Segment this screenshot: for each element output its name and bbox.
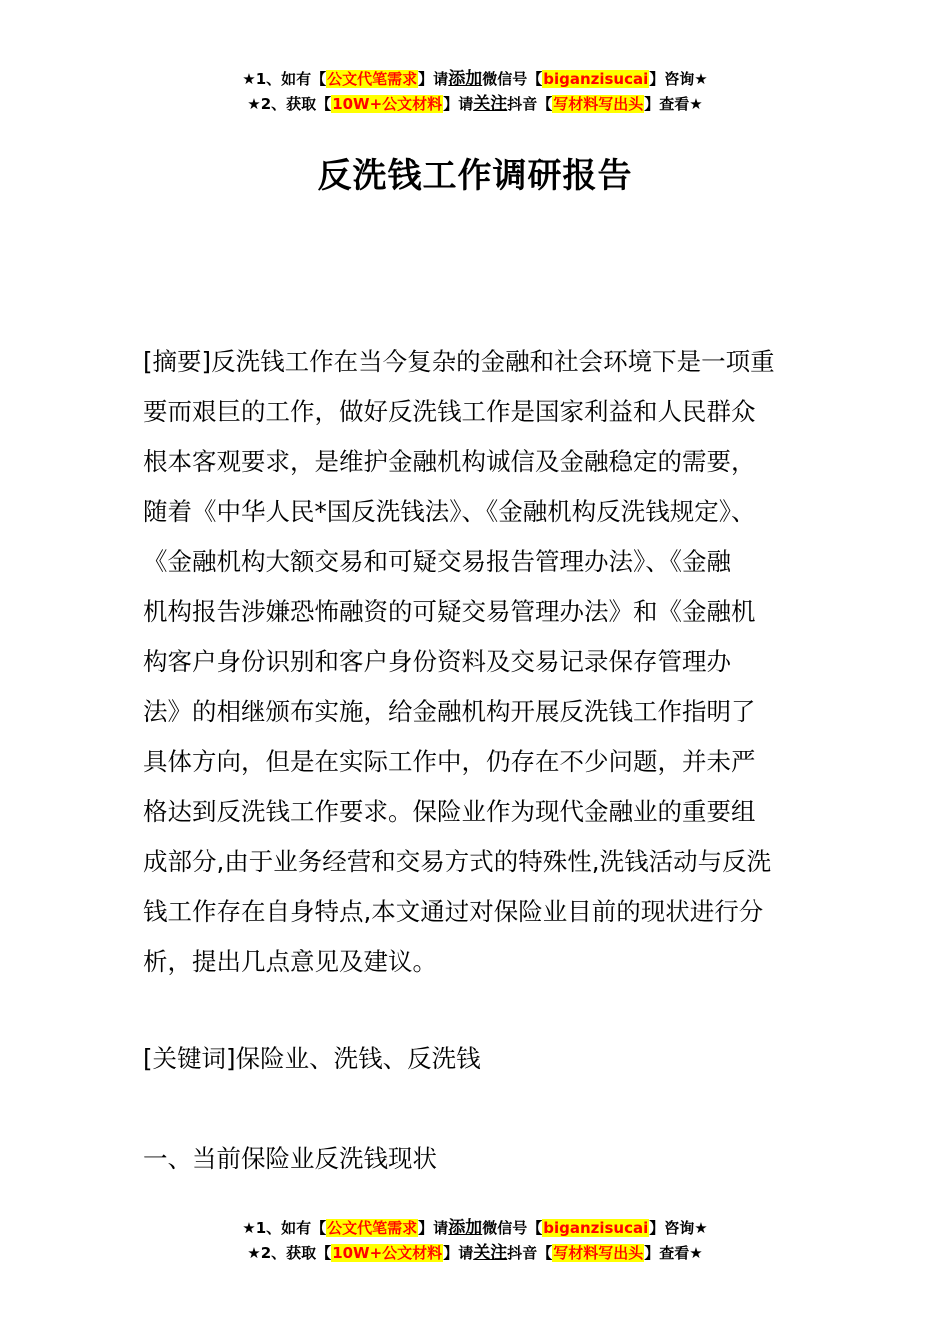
ad-underline-add: 添加 <box>448 69 483 89</box>
abstract-line: 机构报告涉嫌恐怖融资的可疑交易管理办法》和《金融机 <box>143 597 756 626</box>
ad-text: 】咨询★ <box>649 1219 708 1237</box>
ad-highlight-materials: 10W+公文材料 <box>332 95 443 113</box>
ad-text: 抖音【 <box>507 1244 553 1262</box>
ad-line-2 <box>0 1241 950 1266</box>
ad-text: 微信号【 <box>482 1219 543 1237</box>
ad-text: 】请 <box>443 1244 474 1262</box>
ad-text: 微信号【 <box>482 70 543 88</box>
ad-text: 】请 <box>418 1219 449 1237</box>
ad-line-1 <box>0 67 950 92</box>
abstract-line: 《金融机构大额交易和可疑交易报告管理办法》、《金融 <box>143 547 731 576</box>
ad-underline-follow: 关注 <box>473 94 508 114</box>
ad-highlight-service: 公文代笔需求 <box>327 1219 418 1237</box>
abstract-line: 法》的相继颁布实施，给金融机构开展反洗钱工作指明了 <box>143 697 756 726</box>
ad-text: 抖音【 <box>507 95 553 113</box>
ad-underline-add: 添加 <box>448 1218 483 1238</box>
section-heading: 一、当前保险业反洗钱现状 <box>143 1144 437 1173</box>
abstract-line: 格达到反洗钱工作要求。保险业作为现代金融业的重要组 <box>143 797 756 826</box>
ad-highlight-service: 公文代笔需求 <box>327 70 418 88</box>
ad-footer <box>0 1216 950 1266</box>
ad-header <box>0 67 950 117</box>
ad-text: 】请 <box>418 70 449 88</box>
ad-line-1 <box>0 1216 950 1241</box>
ad-text: ★2、获取【 <box>247 95 332 113</box>
ad-highlight-materials: 10W+公文材料 <box>332 1244 443 1262</box>
abstract-line: 钱工作存在自身特点,本文通过对保险业目前的现状进行分 <box>143 897 764 926</box>
ad-line-2 <box>0 92 950 117</box>
ad-text: 】请 <box>443 95 474 113</box>
ad-highlight-douyin: 写材料写出头 <box>553 1244 644 1262</box>
ad-text: 】查看★ <box>644 95 703 113</box>
abstract-line: 具体方向，但是在实际工作中，仍存在不少问题，并未严 <box>143 747 756 776</box>
abstract-line: 析，提出几点意见及建议。 <box>143 947 437 976</box>
abstract-line: 构客户身份识别和客户身份资料及交易记录保存管理办 <box>143 647 731 676</box>
abstract-line: 要而艰巨的工作，做好反洗钱工作是国家利益和人民群众 <box>143 397 756 426</box>
abstract-paragraph <box>143 337 813 987</box>
abstract-line: 根本客观要求，是维护金融机构诚信及金融稳定的需要， <box>143 447 756 476</box>
abstract-line: [摘要]反洗钱工作在当今复杂的金融和社会环境下是一项重 <box>143 347 775 376</box>
ad-text: ★2、获取【 <box>247 1244 332 1262</box>
ad-highlight-douyin: 写材料写出头 <box>553 95 644 113</box>
ad-text: 】查看★ <box>644 1244 703 1262</box>
ad-text: ★1、如有【 <box>242 1219 327 1237</box>
ad-highlight-wechat-id: biganzisucai <box>543 70 649 88</box>
abstract-line: 随着《中华人民*国反洗钱法》、《金融机构反洗钱规定》、 <box>143 497 756 526</box>
abstract-line: 成部分,由于业务经营和交易方式的特殊性,洗钱活动与反洗 <box>143 847 772 876</box>
keywords-line: [关键词]保险业、洗钱、反洗钱 <box>143 1044 481 1073</box>
ad-text: ★1、如有【 <box>242 70 327 88</box>
ad-text: 】咨询★ <box>649 70 708 88</box>
ad-underline-follow: 关注 <box>473 1243 508 1263</box>
document-title: 反洗钱工作调研报告 <box>317 156 633 196</box>
ad-highlight-wechat-id: biganzisucai <box>543 1219 649 1237</box>
